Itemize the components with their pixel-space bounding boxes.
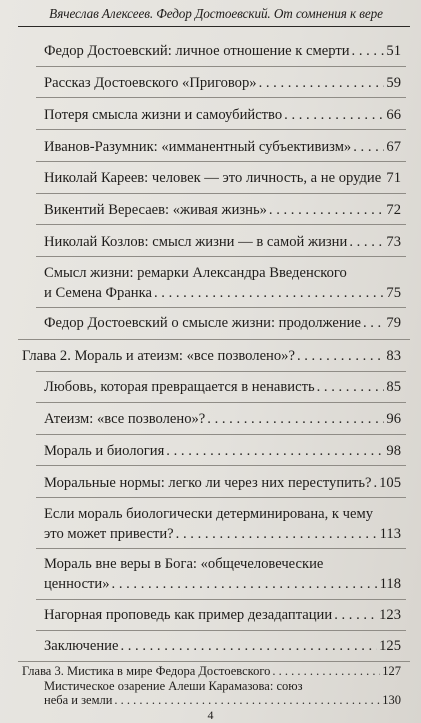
leader-dots [383, 169, 384, 187]
toc-entry-page: 125 [379, 638, 401, 654]
chapter-divider [18, 339, 410, 340]
toc-entry-page: 75 [386, 285, 401, 301]
leader-dots [272, 664, 380, 678]
entry-divider [36, 434, 406, 435]
toc-entry-title: это может привести? [44, 526, 174, 542]
entry-divider [36, 97, 406, 98]
toc-entry-title-line1: Мораль вне веры в Бога: «общечеловеческие [44, 556, 324, 572]
toc-entry-page: 98 [386, 443, 401, 459]
leader-dots [120, 637, 377, 655]
toc-entry-title-line1: Если мораль биологически детерминирована, к чему [44, 506, 374, 522]
leader-dots [353, 138, 384, 156]
toc-entry-page: 85 [386, 379, 401, 395]
entry-divider [36, 129, 406, 130]
toc-entry-page: 118 [379, 576, 401, 592]
entry-divider [36, 630, 406, 631]
toc-entry-title: Николай Козлов: смысл жизни — в самой жизни [44, 234, 348, 250]
toc-entry-page: 51 [386, 43, 401, 59]
toc-entry-page: 113 [379, 526, 401, 542]
leader-dots [297, 347, 384, 365]
toc-entry-page: 59 [386, 75, 401, 91]
toc-entry [44, 138, 401, 156]
leader-dots [176, 525, 378, 543]
leader-dots [114, 693, 380, 707]
leader-dots [352, 42, 385, 60]
leader-dots [269, 201, 385, 219]
page-number: 4 [207, 708, 214, 722]
toc-entry-title: неба и земли [44, 693, 113, 707]
toc-entry [44, 314, 401, 332]
toc-chapter-title: Глава 2. Мораль и атеизм: «все позволено»? [22, 348, 295, 364]
toc-entry-title: Викентий Вересаев: «живая жизнь» [44, 202, 267, 218]
toc-entry-title: Федор Достоевский о смысле жизни: продолжение [44, 315, 361, 331]
toc-entry-title: Мораль и биология [44, 443, 165, 459]
toc-entry-title: Моральные нормы: легко ли через них переступить? [44, 475, 372, 491]
leader-dots [259, 74, 385, 92]
toc-chapter-page: 83 [386, 348, 401, 364]
toc-entry-title: Рассказ Достоевского «Приговор» [44, 75, 257, 91]
entry-divider [36, 548, 406, 549]
toc-entry-page: 67 [386, 139, 401, 155]
toc-entry-title-line1: Мистическое озарение Алеши Карамазова: союз [44, 679, 303, 693]
toc-entry-title: ценности» [44, 576, 110, 592]
toc-entry-page: 130 [382, 693, 401, 707]
toc-entry [44, 74, 401, 92]
toc-entry [44, 442, 401, 460]
toc-entry [44, 42, 401, 60]
toc-entry-title: Нагорная проповедь как пример дезадаптации [44, 607, 333, 623]
leader-dots [112, 575, 378, 593]
toc-entry-title: и Семена Франка [44, 285, 152, 301]
leader-dots [334, 606, 377, 624]
toc-entry-page: 79 [386, 315, 401, 331]
toc-entry [44, 410, 401, 428]
leader-dots [154, 284, 384, 302]
toc-entry-page: 72 [386, 202, 401, 218]
leader-dots [373, 474, 377, 492]
toc-entry-page: 66 [386, 107, 401, 123]
toc-entry [44, 474, 401, 492]
toc-entry-title: Любовь, которая превращается в ненависть [44, 379, 315, 395]
toc-entry [44, 201, 401, 219]
toc-entry-page: 96 [386, 411, 401, 427]
entry-divider [36, 402, 406, 403]
toc-entry-page: 73 [386, 234, 401, 250]
entry-divider [36, 66, 406, 67]
toc-entry-page: 105 [379, 475, 401, 491]
leader-dots [317, 378, 385, 396]
leader-dots [207, 410, 384, 428]
toc-entry-title: Атеизм: «все позволено»? [44, 411, 206, 427]
toc-entry-page: 71 [386, 170, 401, 186]
toc-chapter [22, 347, 401, 365]
leader-dots [349, 233, 384, 251]
leader-dots [363, 314, 384, 332]
toc-chapter-title: Глава 3. Мистика в мире Федора Достоевского [22, 664, 271, 678]
entry-divider [36, 256, 406, 257]
toc-entry-title: Иванов-Разумник: «имманентный субъективизм» [44, 139, 352, 155]
leader-dots [166, 442, 384, 460]
leader-dots [284, 106, 384, 124]
toc-entry [44, 606, 401, 624]
toc-entry-title: Потеря смысла жизни и самоубийство [44, 107, 283, 123]
entry-divider [36, 465, 406, 466]
toc-entry-title: Федор Достоевский: личное отношение к смерти [44, 43, 350, 59]
toc-entry [44, 575, 401, 593]
toc-entry [44, 525, 401, 543]
toc-entry [44, 169, 401, 187]
running-head: Вячеслав Алексеев. Федор Достоевский. От сомнения к вере [49, 6, 383, 21]
chapter-divider [18, 661, 410, 662]
toc-entry-title: Николай Кареев: человек — это личность, а не орудие [44, 170, 382, 186]
entry-divider [36, 224, 406, 225]
toc-entry [44, 284, 401, 302]
entry-divider [36, 497, 406, 498]
toc-entry [44, 233, 401, 251]
toc-entry-page: 123 [379, 607, 401, 623]
entry-divider [36, 193, 406, 194]
entry-divider [36, 599, 406, 600]
toc-entry-title: Заключение [44, 638, 119, 654]
toc-entry [44, 637, 401, 655]
entry-divider [36, 161, 406, 162]
toc-chapter-page: 127 [382, 664, 401, 678]
entry-divider [36, 307, 406, 308]
toc-entry-title-line1: Смысл жизни: ремарки Александра Введенского [44, 265, 347, 281]
toc-entry [44, 693, 401, 707]
toc-chapter [22, 664, 401, 678]
entry-divider [36, 371, 406, 372]
toc-entry [44, 106, 401, 124]
toc-entry [44, 378, 401, 396]
